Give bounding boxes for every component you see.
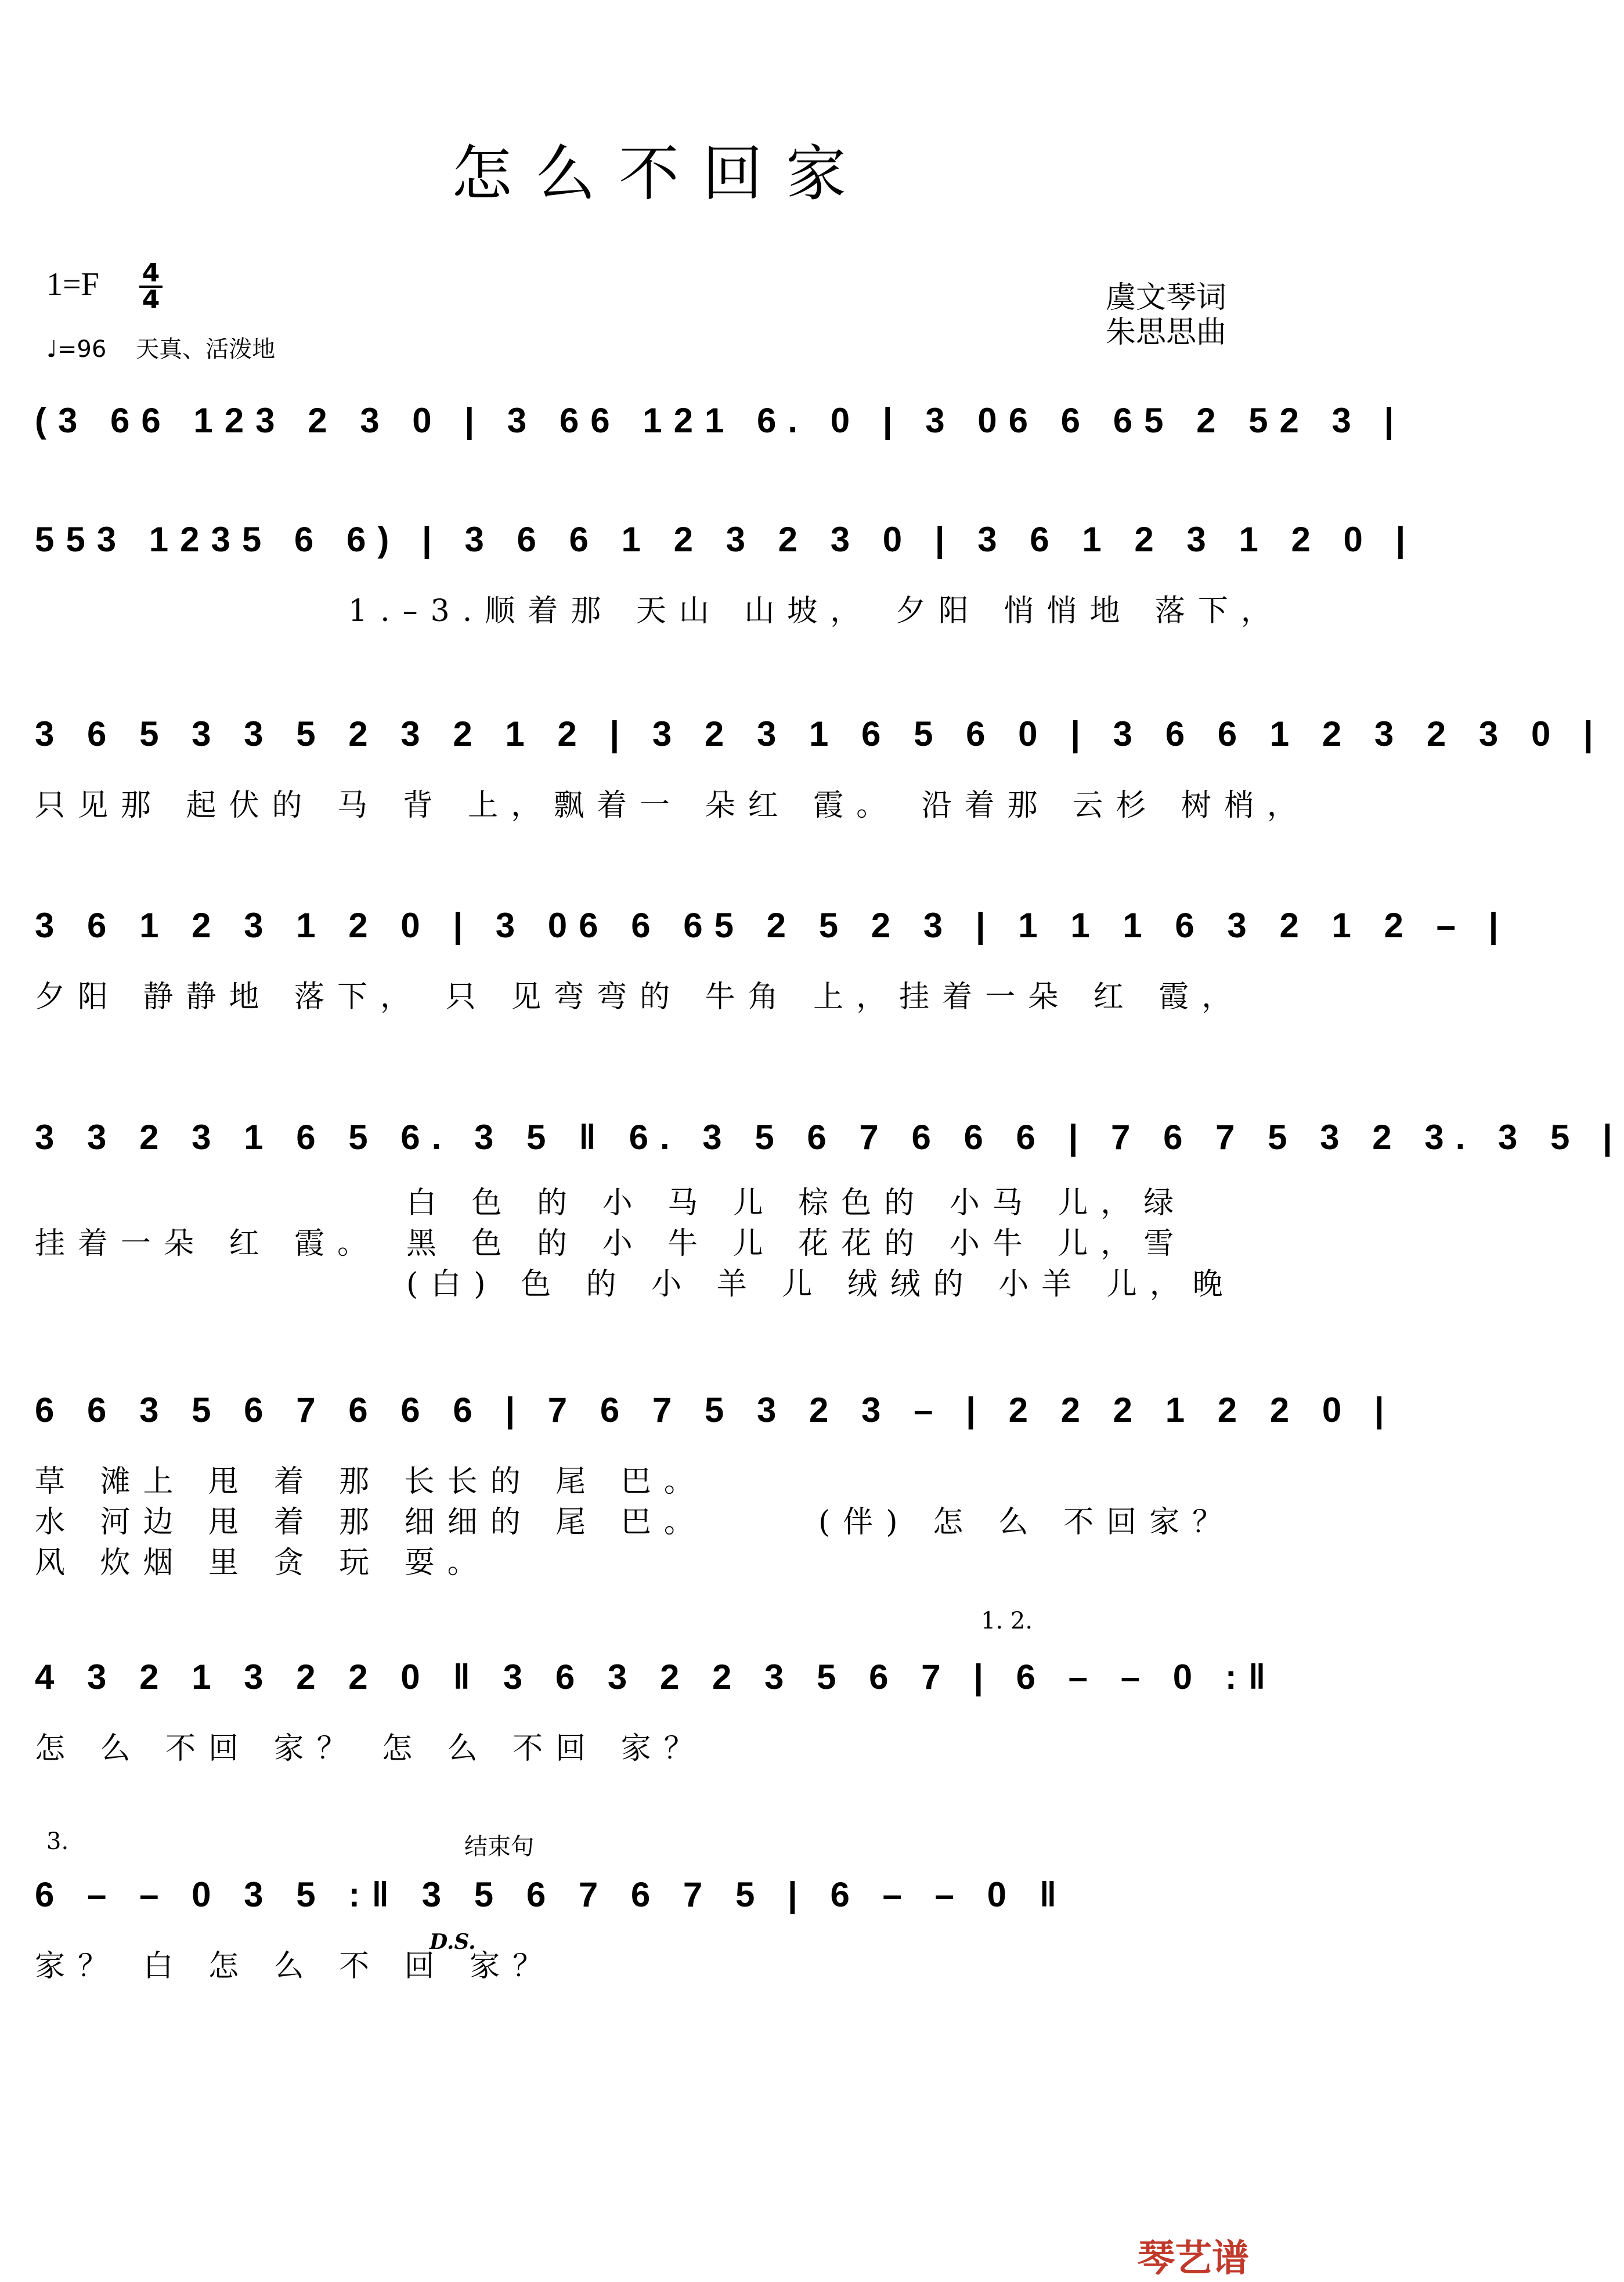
lyrics-line-4: 夕阳 静静地 落下， 只 见弯弯的 牛角 上，挂着一朵 红 霞， xyxy=(35,980,1245,1014)
lyrics-line-3: 只见那 起伏的 马 背 上，飘着一 朵红 霞。 沿着那 云杉 树梢， xyxy=(35,788,1310,823)
volta-3-label: 3. xyxy=(46,1828,69,1855)
notation-line-6: 6 6 3 5 6 7 6 6 6 | 7 6 7 5 3 2 3 – | 2 2 2 1 2 2 0 | xyxy=(35,1391,1396,1429)
key-signature: 1=F xyxy=(46,266,99,302)
notation-line-5: 3 3 2 3 1 6 5 6. 3 5 ‖ 6. 3 5 6 7 6 6 6 | 7 6 7 5 3 2 3. 3 5 | xyxy=(35,1118,1624,1157)
expression-text: 天真、活泼地 xyxy=(136,336,276,363)
time-signature xyxy=(139,258,163,315)
notation-line-4: 3 6 1 2 3 1 2 0 | 3 06 6 65 2 5 2 3 | 1 1 1 6 3 2 1 2 – | xyxy=(35,906,1510,945)
meter-denominator: 4 xyxy=(139,286,163,312)
verse-1-line-6: 草 滩上 甩 着 那 长长的 尾 巴。 xyxy=(35,1464,707,1499)
tempo-value: ♩=96 xyxy=(46,336,107,363)
lyricist-credit: 虞文琴词 xyxy=(1106,280,1227,315)
dal-segno-marking: D.S. xyxy=(430,1930,476,1954)
notation-line-1: (3 66 123 2 3 0 | 3 66 121 6. 0 | 3 06 6 65 2 52 3 | xyxy=(35,401,1406,440)
accompaniment-lyrics: (伴) 怎 么 不回家？ xyxy=(818,1505,1236,1540)
composer-credit: 朱思思曲 xyxy=(1106,315,1227,350)
notation-line-3: 3 6 5 3 3 5 2 3 2 1 2 | 3 2 3 1 6 5 6 0 | 3 6 6 1 2 3 2 3 0 | xyxy=(35,714,1605,753)
verse-3-line-5: (白) 色 的 小 羊 儿 绒绒的 小羊 儿，晚 xyxy=(406,1267,1236,1302)
volta-1-2-label: 1. 2. xyxy=(981,1608,1033,1634)
lyrics-line-2: 1.–3.顺着那 天山 山坡， 夕阳 悄悄地 落下， xyxy=(348,594,1284,629)
verse-2-line-6: 水 河边 甩 着 那 细细的 尾 巴。 xyxy=(35,1505,707,1540)
notation-line-7: 4 3 2 1 3 2 2 0 ‖ 3 6 3 2 2 3 5 6 7 | 6 – – 0 :‖ xyxy=(35,1658,1277,1696)
lyrics-line-8: 家？ 白 怎 么 不 回 家？ xyxy=(35,1949,556,1984)
verse-2-line-5: 黑 色 的 小 牛 儿 花花的 小牛 儿，雪 xyxy=(406,1226,1187,1261)
notation-line-2: 553 1235 6 6) | 3 6 6 1 2 3 2 3 0 | 3 6 1 2 3 1 2 0 | xyxy=(35,520,1417,559)
verse-1-line-5: 白 色 的 小 马 儿 棕色的 小马 儿，绿 xyxy=(406,1186,1187,1221)
site-logo: 琴艺谱 xyxy=(1138,2237,1249,2280)
meter-numerator: 4 xyxy=(142,258,160,288)
verse-3-line-6: 风 炊烟 里 贪 玩 耍。 xyxy=(35,1546,490,1580)
ending-label: 结束句 xyxy=(464,1833,534,1860)
tempo-marking xyxy=(46,331,275,364)
page-title: 怎么不回家 xyxy=(451,138,869,209)
notation-line-8: 6 – – 0 3 5 :‖ 3 5 6 7 6 7 5 | 6 – – 0 ‖ xyxy=(35,1875,1069,1914)
lyrics-line-7: 怎 么 不回 家？ 怎 么 不回 家？ xyxy=(35,1731,707,1766)
lyrics-line-5: 挂着一朵 红 霞。 xyxy=(35,1226,381,1261)
